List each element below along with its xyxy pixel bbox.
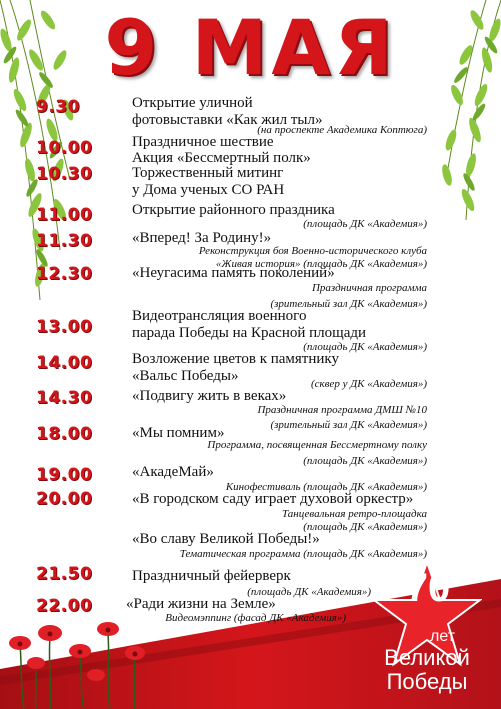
event-title-line: «В городском саду играет духовой оркестр»: [132, 491, 414, 507]
event-title-line: фотовыставки «Как жил тыл»: [132, 112, 323, 128]
poppies-decoration: [0, 615, 150, 709]
event-note: Реконструкция боя Военно-исторического клуба: [198, 245, 427, 257]
event-time: 14.00: [36, 353, 93, 373]
event-note: (площадь ДК «Академия»): [303, 218, 427, 230]
event-title-line: Праздничное шествие: [132, 134, 274, 150]
event-title-line: «Вперед! За Родину!»: [132, 230, 272, 246]
event-title-line: Открытие уличной: [132, 95, 253, 111]
event-title-line: «Во славу Великой Победы!»: [132, 531, 320, 547]
badge-line1: Великой: [384, 645, 470, 670]
event-title-line: парада Победы на Красной площади: [132, 325, 367, 341]
event-note: (зрительный зал ДК «Академия»): [270, 298, 427, 310]
event-title-line: «Ради жизни на Земле»: [126, 596, 276, 612]
badge-line2: Победы: [386, 669, 468, 694]
event-time: 22.00: [36, 596, 93, 616]
event-time: 20.00: [36, 489, 93, 509]
event-note: (площадь ДК «Академия»): [303, 455, 427, 467]
event-title-line: у Дома ученых СО РАН: [132, 182, 285, 198]
event-note: Кинофестиваль (площадь ДК «Академия»): [225, 481, 427, 493]
event-time: 11.30: [36, 231, 93, 251]
poster-title: 9 МАЯ: [104, 3, 397, 92]
event-title-line: «Мы помним»: [132, 425, 225, 441]
event-time: 10.00: [36, 138, 93, 158]
event-note: «Живая история» (площадь ДК «Академия»): [215, 258, 427, 270]
event-title-line: Открытие районного праздника: [132, 202, 335, 218]
event-time: 19.00: [36, 465, 93, 485]
badge-years: лет: [430, 628, 456, 645]
event-title-line: Видеотрансляция военного: [132, 308, 307, 324]
event-note: (на проспекте Академика Коптюга): [257, 124, 427, 136]
event-title-line: Праздничный фейерверк: [132, 568, 291, 584]
event-time: 10.30: [36, 164, 93, 184]
event-title-line: «Вальс Победы»: [132, 368, 239, 384]
event-time: 12.30: [36, 264, 93, 284]
event-note: Видеомэппинг (фасад ДК «Академия»): [165, 612, 346, 624]
event-note: Тематическая программа (площадь ДК «Академия»): [179, 548, 427, 560]
event-title-line: «Неугасима память поколений»: [132, 265, 335, 281]
event-note: Танцевальная ретро-площадка: [282, 508, 427, 520]
event-note: (сквер у ДК «Академия»): [311, 378, 427, 390]
event-time: 13.00: [36, 317, 93, 337]
event-title-line: Возложение цветов к памятнику: [132, 351, 339, 367]
badge-numeral: 70: [405, 566, 451, 610]
event-time: 11.00: [36, 205, 93, 225]
event-note: Программа, посвященная Бессмертному полку: [207, 439, 427, 451]
event-note: Праздничная программа ДМШ №10: [257, 404, 427, 416]
event-time: 21.50: [36, 564, 93, 584]
event-time: 9.30: [36, 97, 80, 117]
event-title-line: «Подвигу жить в веках»: [132, 388, 287, 404]
event-time: 14.30: [36, 388, 93, 408]
event-note: (площадь ДК «Академия»): [303, 521, 427, 533]
event-note: Праздничная программа: [311, 282, 427, 294]
event-title-line: Торжественный митинг: [132, 165, 284, 181]
event-title-line: Акция «Бессмертный полк»: [132, 150, 311, 166]
event-title-line: «АкадеМай»: [132, 464, 214, 480]
event-note: (зрительный зал ДК «Академия»): [270, 419, 427, 431]
event-note: (площадь ДК «Академия»): [247, 586, 371, 598]
event-note: (площадь ДК «Академия»): [303, 341, 427, 353]
event-time: 18.00: [36, 424, 93, 444]
